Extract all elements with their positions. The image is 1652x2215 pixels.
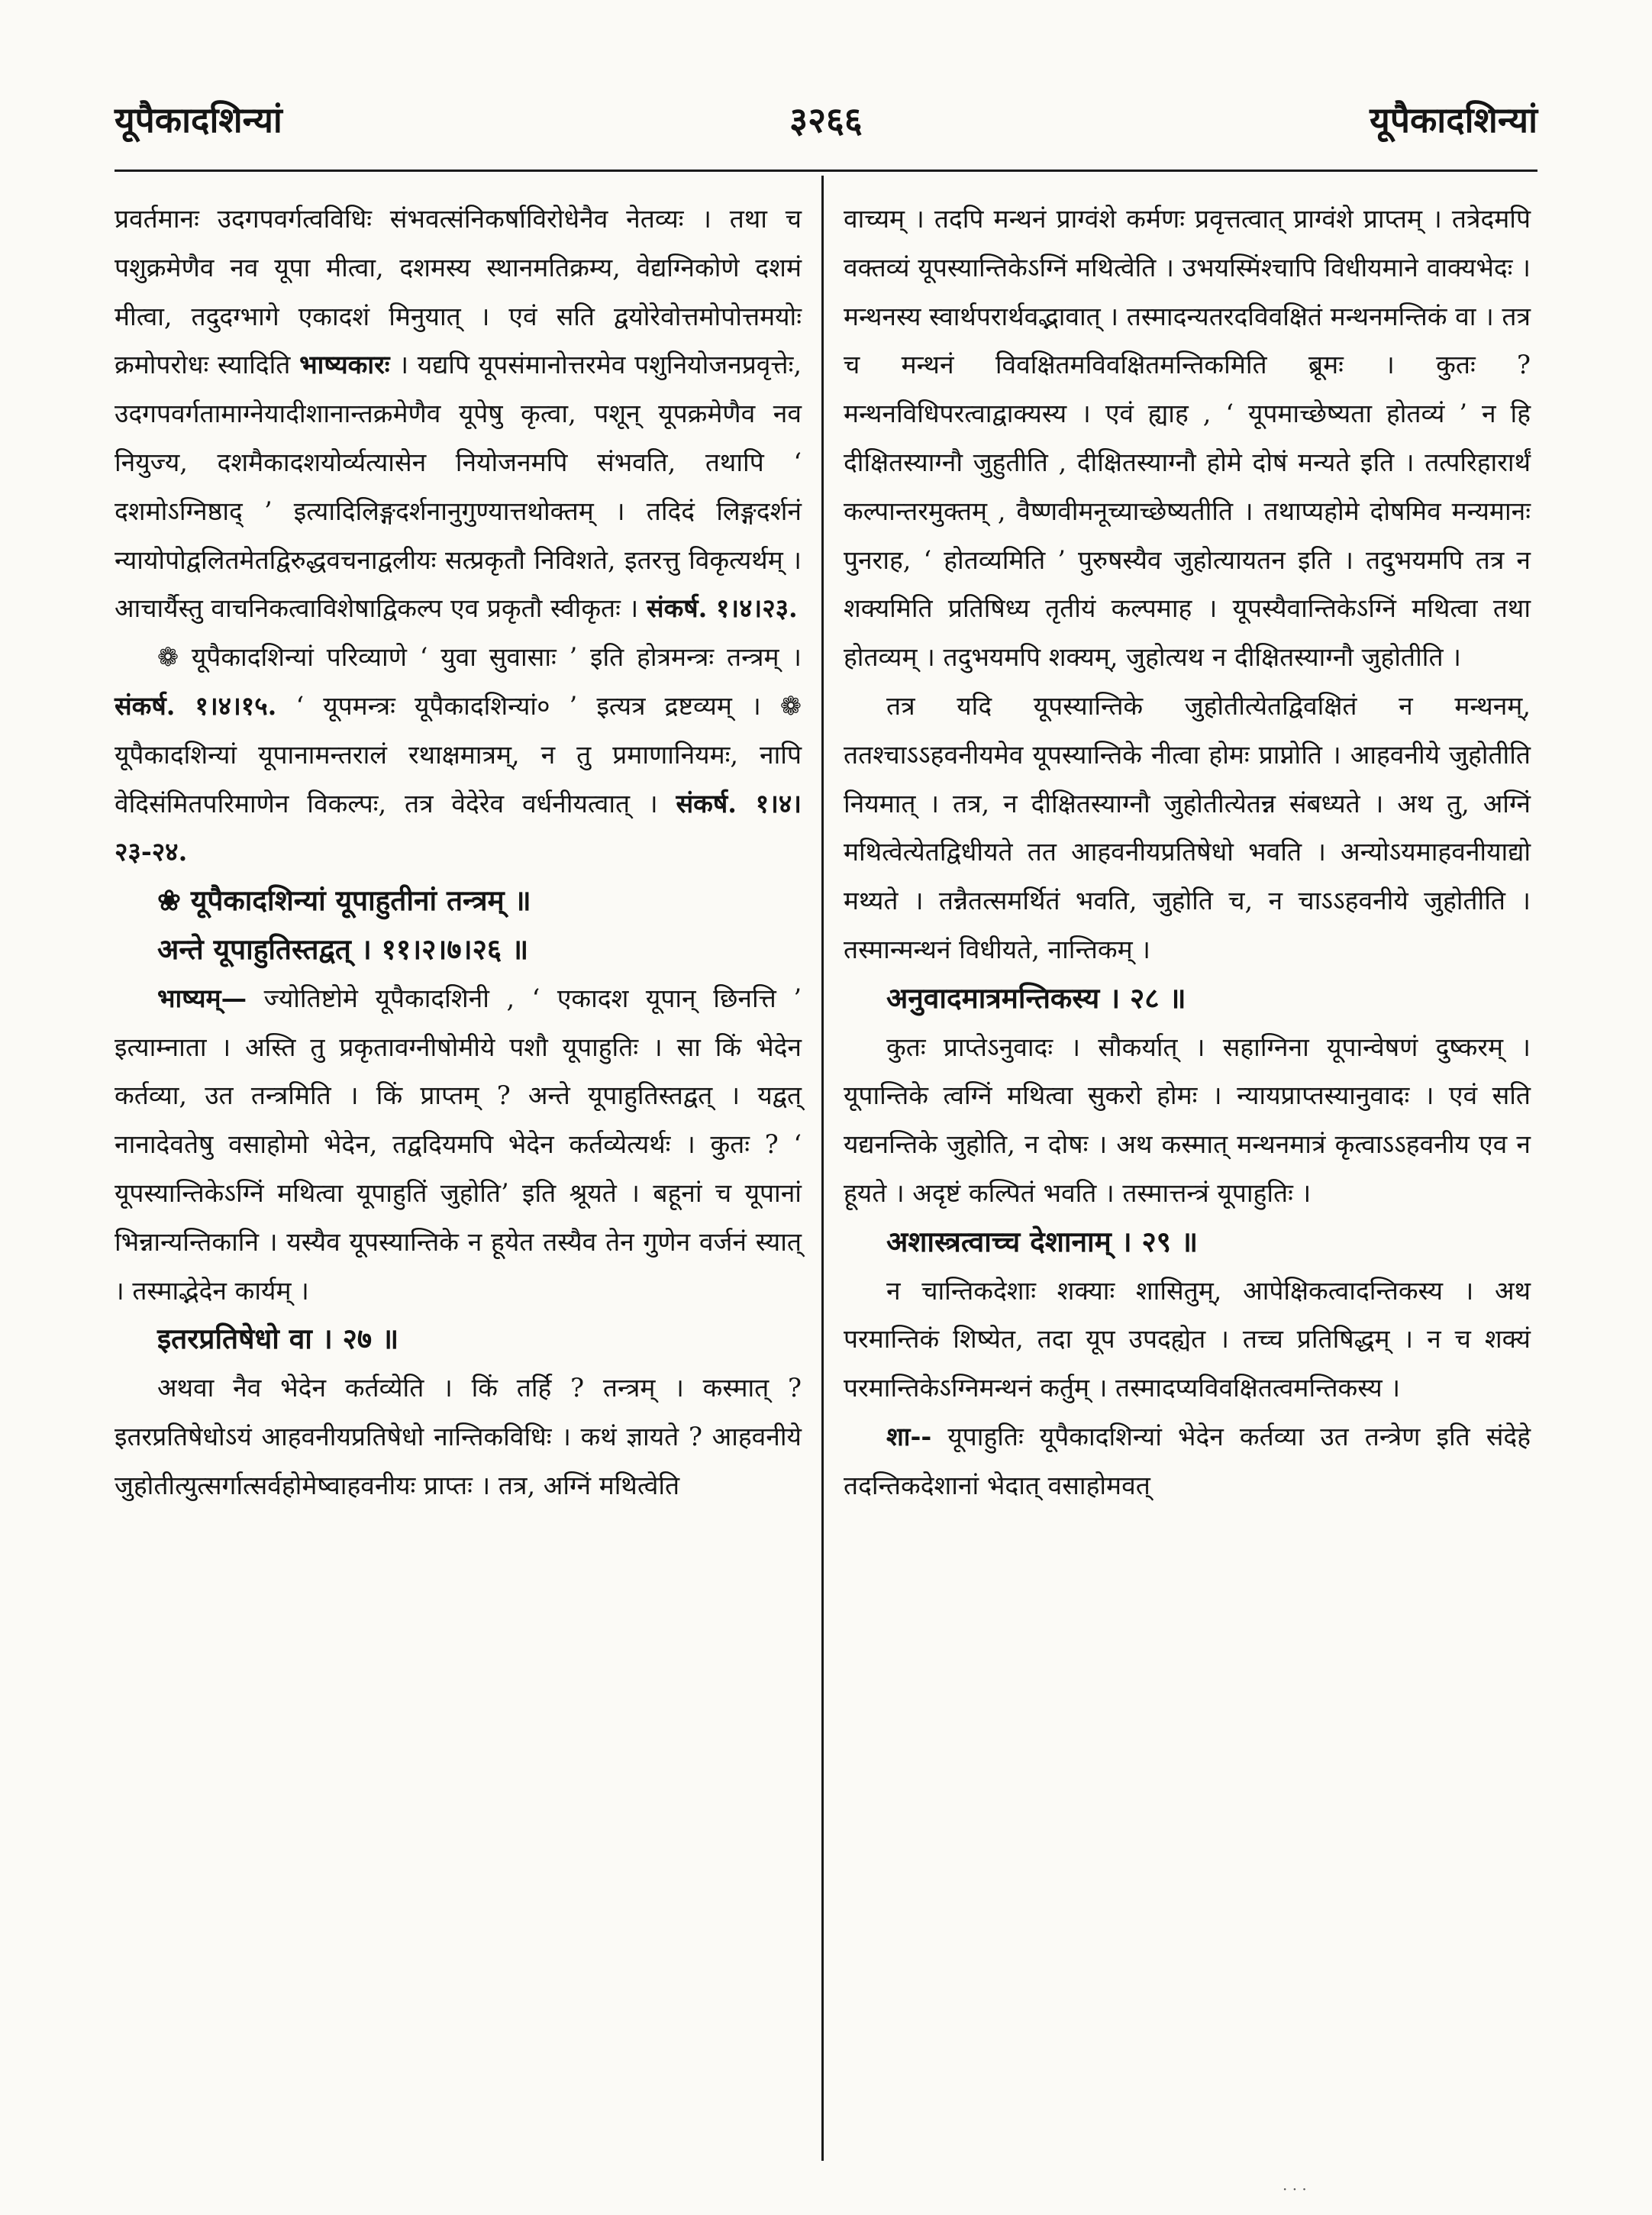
footer-mark: · · · [1283, 2180, 1307, 2198]
sutra-heading: अन्ते यूपाहुतिस्तद्वत् । ११।२।७।२६ ॥ [157, 932, 529, 966]
section-heading: ❀ यूपैकादशिन्यां यूपाहुतीनां तन्त्रम् ॥ [157, 883, 531, 918]
bold-term: शा-- [886, 1421, 932, 1451]
paragraph [115, 633, 802, 877]
column-divider [821, 176, 824, 2161]
text: ❁ यूपैकादशिन्यां परिव्याणे ‘ युवा सुवासाः ’ इति होत्रमन्त्रः तन्त्रम् । [157, 642, 802, 673]
text: । यद्यपि यूपसंमानोत्तरमेव पशुनियोजनप्रवृत्तेः, उदगपवर्गतामाग्नेयादीशानान्तक्रमेणैव यूपेषु कृत्वा, पशून् यूपक्रमेणैव नव नियुज्य, दशमैकादशयोर्व्यत्यासेन नियोजनमपि संभवति, तथापि ‘ दशमोऽग्निष्ठाद् ’ इत्यादिलिङ्गदर्शनानुगुण्यात्तथोक्तम् । तदिदं लिङ्गदर्शनं न्यायोपोद्वलितमेतद्विरुद्धवचनाद्वलीयः सत्प्रकृतौ निविशते, इतरत्तु विकृत्यर्थम् । आचार्यैस्तु वाचनिकत्वाविशेषाद्विकल्प एव प्रकृतौ स्वीकृतः । [115, 350, 802, 624]
left-column [115, 195, 802, 1510]
text: ज्योतिष्टोमे यूपैकादशिनी , ‘ एकादश यूपान् छिनत्ति ’ इत्याम्नाता । अस्ति तु प्रकृतावग्नीषोमीये पशौ यूपाहुतिः । सा किं भेदेन कर्तव्या, उत तन्त्रमिति । किं प्राप्तम् ? अन्ते यूपाहुतिस्तद्वत् । यद्वत् नानादेवतेषु वसाहोमो भेदेन, तद्वदियमपि भेदेन कर्तव्येत्यर्थः । कुतः ? ‘ यूपस्यान्तिकेऽग्निं मथित्वा यूपाहुतिं जुहोति’ इति श्रूयते । बहूनां च यूपानां भिन्नान्यन्तिकानि । यस्यैव यूपस्यान्तिके न हूयेत तस्यैव तेन गुणेन वर्जनं स्यात् । तस्माद्भेदेन कार्यम् । [115, 983, 802, 1306]
paragraph: कुतः प्राप्तेऽनुवादः । सौकर्यात् । सहाग्निना यूपान्वेषणं दुष्करम् । यूपान्तिके त्वग्निं मथित्वा सुकरो होमः । न्यायप्राप्तस्यानुवादः । एवं सति यद्यनन्तिके जुहोति, न दोषः । अथ कस्मात् मन्थनमात्रं कृत्वाऽऽहवनीय एव न हूयते । अदृष्टं कल्पितं भवति । तस्मात्तन्त्रं यूपाहुतिः । [844, 1032, 1531, 1208]
sutra-heading: इतरप्रतिषेधो वा । २७ ॥ [157, 1322, 399, 1356]
paragraph [115, 195, 802, 633]
paragraph [115, 974, 802, 1316]
paragraph: तत्र यदि यूपस्यान्तिके जुहोतीत्येतद्विवक्षितं न मन्थनम्, ततश्चाऽऽहवनीयमेव यूपस्यान्तिके नीत्वा होमः प्राप्नोति । आहवनीये जुहोतीति नियमात् । तत्र, न दीक्षितस्याग्नौ जुहोतीत्येतन्न संबध्यते । अथ तु, अग्निं मथित्वेत्येतद्विधीयते तत आहवनीयप्रतिषेधो भवति । अन्योऽयमाहवनीयाद्यो मथ्यते । तन्नैतत्समर्थितं भवति, जुहोति च, न चाऽऽहवनीये जुहोतीति । तस्मान्मन्थनं विधीयते, नान्तिकम् । [844, 690, 1531, 964]
text: ‘ यूपमन्त्रः यूपैकादशिन्यां० ’ इत्यत्र द्रष्टव्यम् । ❁ यूपैकादशिन्यां यूपानामन्तरालं रथाक्षमात्रम्, न तु प्रमाणानियमः, नापि वेदिसंमितपरिमाणेन विकल्पः, तत्र वेदेरेव वर्धनीयत्वात् । [115, 690, 802, 819]
reference: संकर्ष. १।४।१५. [115, 690, 277, 721]
paragraph: न चान्तिकदेशाः शक्याः शासितुम्, आपेक्षिकत्वादन्तिकस्य । अथ परमान्तिकं शिष्येत, तदा यूप उपदह्येत । तच्च प्रतिषिद्धम् । न च शक्यं परमान्तिकेऽग्निमन्थनं कर्तुम् । तस्मादप्यविवक्षितत्वमन्तिकस्य । [844, 1275, 1531, 1403]
text: यूपाहुतिः यूपैकादशिन्यां भेदेन कर्तव्या उत तन्त्रेण इति संदेहे तदन्तिकदेशानां भेदात् वसाहोमवत् [844, 1421, 1531, 1500]
text: प्रवर्तमानः उदगपवर्गत्वविधिः संभवत्संनिकर्षाविरोधेनैव नेतव्यः । तथा च पशुक्रमेणैव नव यूपा मीत्वा, दशमस्य स्थानमतिक्रम्य, वेद्यग्निकोणे दशमं मीत्वा, तदुदग्भागे एकादशं मिनुयात् । एवं सति द्वयोरेवोत्तमोपोत्तमयोः क्रमोपरोधः स्यादिति [115, 204, 802, 380]
running-title-left: यूपैकादशिन्यां [115, 99, 282, 140]
page-header [115, 95, 1537, 149]
reference: संकर्ष. १।४।२३-२४. [115, 788, 802, 867]
page-number: ३२६६ [789, 99, 863, 140]
reference: संकर्ष. १।४।२३. [646, 593, 798, 624]
paragraph: वाच्यम् । तदपि मन्थनं प्राग्वंशे कर्मणः प्रवृत्तत्वात् प्राग्वंशे प्राप्तम् । तत्रेदमपि वक्तव्यं यूपस्यान्तिकेऽग्निं मथित्वेति । उभयस्मिंश्चापि विधीयमाने वाक्यभेदः । मन्थनस्य स्वार्थपरार्थवद्भावात् । तस्मादन्यतरदविवक्षितं मन्थनमन्तिकं वा । तत्र च मन्थनं विवक्षितमविवक्षितमन्तिकमिति ब्रूमः । कुतः ? मन्थनविधिपरत्वाद्वाक्यस्य । एवं ह्याह , ‘ यूपमाच्छेष्यता होतव्यं ’ न हि दीक्षितस्याग्नौ जुहुतीति , दीक्षितस्याग्नौ होमे दोषं मन्यते इति । तत्परिहारार्थं कल्पान्तरमुक्तम् , वैष्णवीमनूच्याच्छेष्यतीति । तथाप्यहोमे दोषमिव मन्यमानः पुनराह, ‘ होतव्यमिति ’ पुरुषस्यैव जुहोत्यायतन इति । तदुभयमपि तत्र न शक्यमिति प्रतिषिध्य तृतीयं कल्पमाह । यूपस्यैवान्तिकेऽग्निं मथित्वा तथा होतव्यम् । तदुभयमपि शक्यम्, जुहोत्यथ न दीक्षितस्याग्नौ जुहोतीति । [844, 204, 1531, 673]
bold-term: भाष्यम्— [157, 983, 247, 1013]
sutra-heading: अनुवादमात्रमन्तिकस्य । २८ ॥ [886, 980, 1186, 1015]
sutra-heading: अशास्त्रत्वाच्च देशानाम् । २९ ॥ [886, 1224, 1199, 1258]
paragraph [844, 1413, 1531, 1510]
right-column [844, 195, 1531, 1510]
paragraph: अथवा नैव भेदेन कर्तव्येति । किं तर्हि ? तन्त्रम् । कस्मात् ? इतरप्रतिषेधोऽयं आहवनीयप्रतिषेधो नान्तिकविधिः । कथं ज्ञायते ? आहवनीये जुहोतीत्युत्सर्गात्सर्वहोमेष्वाहवनीयः प्राप्तः । तत्र, अग्निं मथित्वेति [115, 1373, 802, 1500]
running-title-right: यूपैकादशिन्यां [1370, 99, 1537, 140]
bold-term: भाष्यकारः [299, 350, 390, 380]
header-rule [115, 170, 1537, 172]
